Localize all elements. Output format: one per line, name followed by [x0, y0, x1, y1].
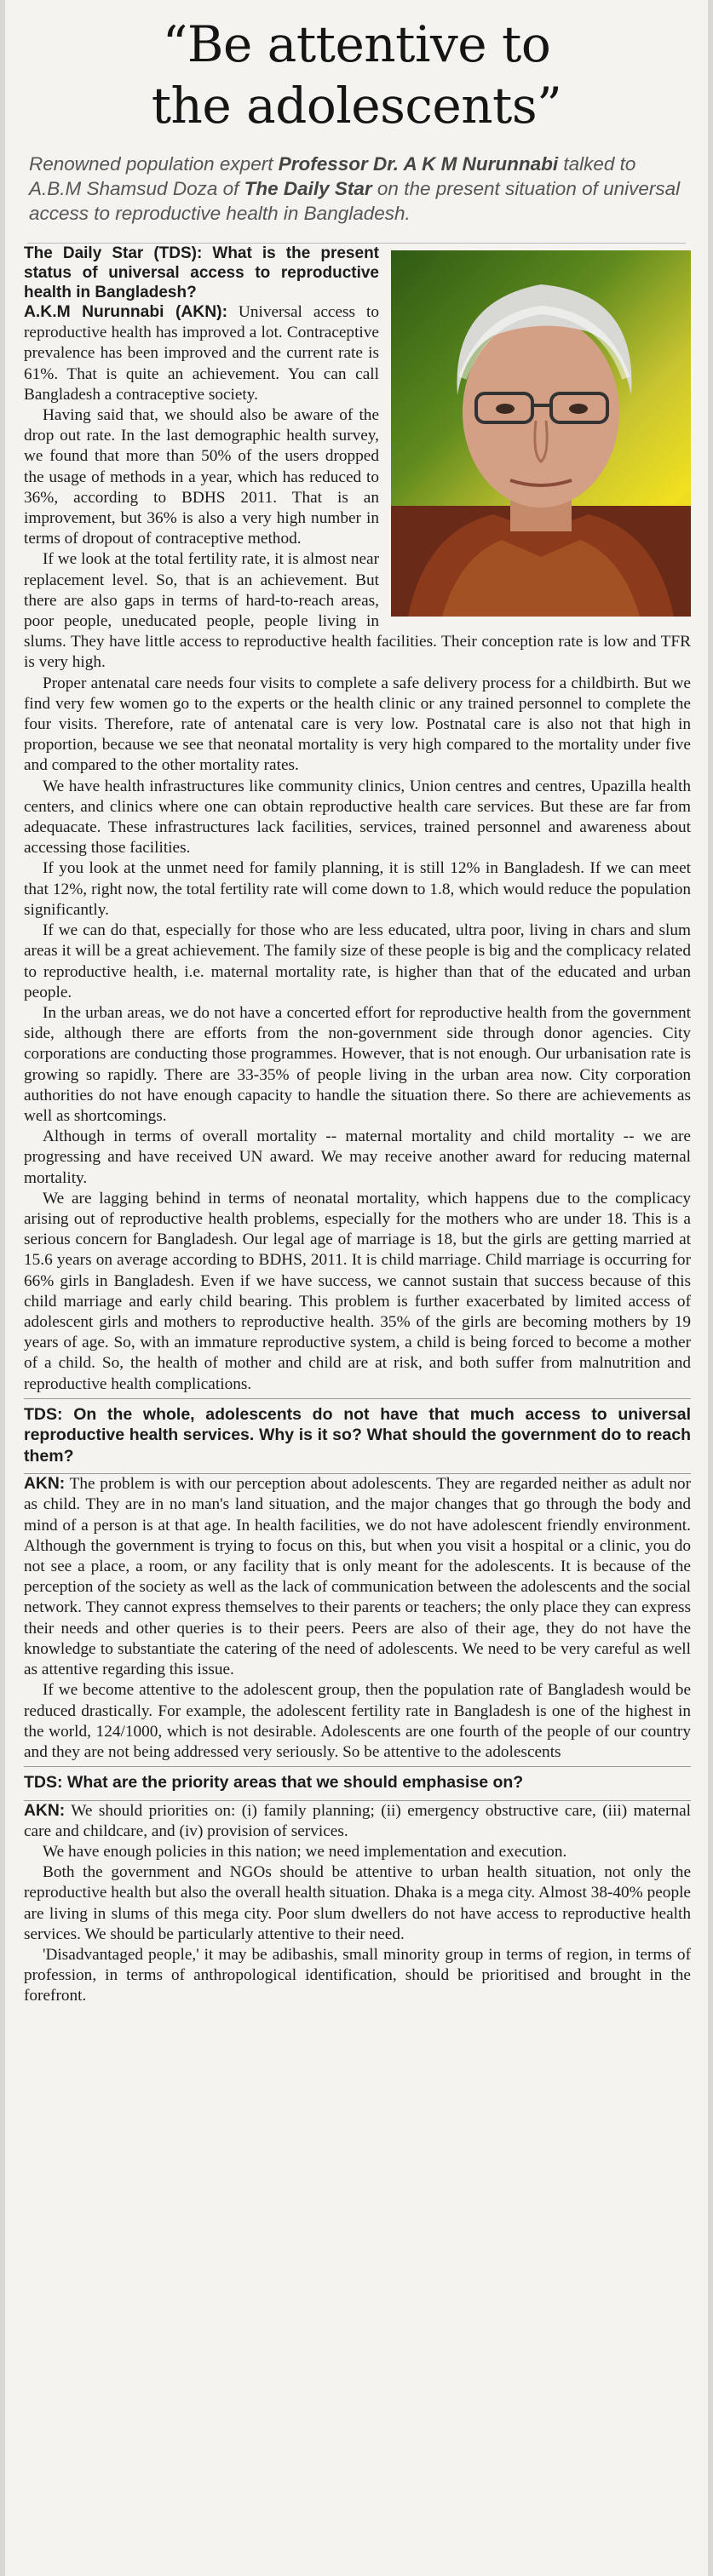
intro-lead: Renowned population expert	[29, 153, 279, 175]
speaker-akn: A.K.M Nurunnabi (AKN):	[24, 303, 227, 321]
answer-1-text-1: Universal access to reproductive health has improved a lot. Contraceptive prevalence has been improved and the current rate is 61%. That is quite an achievement. You can call Bangladesh a contraceptive society.	[24, 303, 379, 404]
answer-1-paragraph-8: In the urban areas, we do not have a concerted effort for reproductive health from the government side, although there are efforts from the non-government side through donor agencies. City corporations are conducting those programmes. However, that is not enough. Our urbanisation rate is growing so rapidly. There are 33-35% of people living in the urban area now. City corporation authorities do not have enough capacity to handle the situation there. So there are achievements as well as shortcomings.	[24, 1003, 691, 1125]
portrait-photo	[391, 250, 691, 617]
portrait-image	[391, 250, 691, 617]
answer-1-paragraph-9: Although in terms of overall mortality -- maternal mortality and child mortality -- we are progressing and have received UN award. We may receive another award for reducing maternal mortality.	[24, 1127, 691, 1187]
intro-paper: The Daily Star	[244, 178, 372, 199]
answer-1-paragraph-6: If you look at the unmet need for family planning, it is still 12% in Bangladesh. If we can meet that 12%, right now, the total fertility rate will come down to 1.8, which would reduce the population significantly.	[24, 859, 691, 919]
answer-2-text-1: The problem is with our perception about adolescents. They are regarded neither as adult nor as child. They are in no man's land situation, and the major changes that go through the body and mind of a person is at that age. In health facilities, we do not have adolescent friendly environment. Although the government is trying to focus on this, but when you visit a hospital or a clinic, you do not see a place, a room, or any facility that is only meant for the adolescents. It is because of the perception of the society as well as the lack of communication between the adolescents and the social network. They cannot express themselves to their parents or teachers; the only place they can express their needs and other queries is to their peers. Peers are also of their age, they do not have the knowledge to substantiate the catering of the need of adolescents. We need to be very careful as well as attentive regarding this issue.	[24, 1475, 691, 1679]
headline-line-2: the adolescents”	[151, 77, 562, 135]
answer-1-paragraph-5: We have health infrastructures like community clinics, Union centres and centres, Upazilla health centers, and clinics where one can obtain reproductive health care services. But these are far from adequacate. These infrastructures lack facilities, services, trained personnel and awareness about accessing those facilities.	[24, 777, 691, 858]
intro-tail: on the present situation of universal access to reproductive health in Bangladesh.	[29, 178, 681, 224]
answer-3-paragraph-2: We have enough policies in this nation; we need implementation and execution.	[43, 1843, 567, 1862]
intro-standfirst	[29, 152, 684, 226]
answer-1-paragraph-7: If we can do that, especially for those who are less educated, ultra poor, living in chars and slum areas it will be a great achievement. The family size of these people is big and the complicacy related to reproductive health, i.e. maternal mortality rate, is higher than that of the educated and urban people.	[24, 921, 691, 1001]
speaker-akn: AKN:	[24, 1475, 66, 1494]
answer-3-text-1: We should priorities on: (i) family planning; (ii) emergency obstructive care, (iii) maternal care and childcare, and (iv) provision of services.	[24, 1801, 691, 1840]
answer-2-paragraph-1	[24, 1474, 691, 1680]
question-2: TDS: On the whole, adolescents do not have that much access to universal reproductive health services. Why is it so? What should the government do to reach them?	[24, 1404, 691, 1466]
answer-1-paragraph-2: Having said that, we should also be aware of the drop out rate. In the last demographic health survey, we found that more than 50% of the users dropped the usage of methods in a year, which has reduced to 36%, according to BDHS 2011. That is an improvement, but 36% is also a very high number in terms of dropout of contraceptive method.	[24, 406, 379, 548]
answer-1-paragraph-3: If we look at the total fertility rate, it is almost near replacement level. So, that is an achievement. But there are also gaps in terms of hard-to-reach areas, poor people, uneducated people, people living in slums. They have little access to reproductive health facilities. Their conception rate is low and TFR is very high.	[24, 550, 691, 672]
question-1: The Daily Star (TDS): What is the present status of universal access to reproductive health in Bangladesh?	[24, 244, 379, 301]
question-3: TDS: What are the priority areas that we should emphasise on?	[24, 1773, 524, 1793]
answer-3-paragraph-3: Both the government and NGOs should be attentive to urban health situation, not only the reproductive health but also the overall health situation. Dhaka is a mega city. Almost 38-40% people are living in slums of this mega city. Poor slum dwellers do not have access to reproductive health services. We should be particularly attentive to their need.	[24, 1863, 691, 1943]
answer-3-paragraph-4: 'Disadvantaged people,' it may be adibashis, small minority group in terms of region, in terms of profession, in terms of anthropological identification, should be prioritised and brought in the forefront.	[24, 1946, 691, 2005]
speaker-akn: AKN:	[24, 1801, 66, 1820]
answer-3-paragraph-1	[24, 1801, 691, 1842]
answer-2-paragraph-2: If we become attentive to the adolescent group, then the population rate of Bangladesh would be reduced drastically. For example, the adolescent fertility rate in Bangladesh is one of the highest in the world, 124/1000, which is not desirable. Adolescents are one fourth of the people of our country and they are not being addressed very seriously. So be attentive to the adolescents	[24, 1681, 691, 1761]
article-body	[24, 244, 691, 2007]
answer-1-paragraph-4: Proper antenatal care needs four visits to complete a safe delivery process for a childbirth. But we find very few women go to the experts or the health clinic or any trained personnel to complete the four visits. Therefore, rate of antenatal care is very low. Postnatal care is also not that high in proportion, because we see that neonatal mortality is very high compared to the mortality under five and compared to the other mortality rates.	[24, 674, 691, 775]
intro-mid: talked to A.B.M Shamsud Doza of	[29, 153, 636, 199]
headline	[5, 0, 708, 136]
answer-1-paragraph-10: We are lagging behind in terms of neonatal mortality, which happens due to the complicacy arising out of reproductive health problems, especially for the mothers who are under 18. This is a serious concern for Bangladesh. Our legal age of marriage is 18, but the girls are getting married at 15.6 years on average according to BDHS, 2011. It is child marriage. Child marriage is occurring for 66% girls in Bangladesh. Even if we have success, we cannot sustain that success because of this child marriage and early child bearing. This problem is further exacerbated by limited access of adolescent girls and mothers to reproductive health. 35% of the girls are becoming mothers by 19 years of age. So, with an immature reproductive system, a child is being forced to become a mother of a child. So, the health of mother and child are at risk, and both suffer from malnutrition and reproductive health complications.	[24, 1189, 691, 1393]
intro-name: Professor Dr. A K M Nurunnabi	[278, 153, 559, 175]
headline-line-1: “Be attentive to	[162, 15, 551, 73]
